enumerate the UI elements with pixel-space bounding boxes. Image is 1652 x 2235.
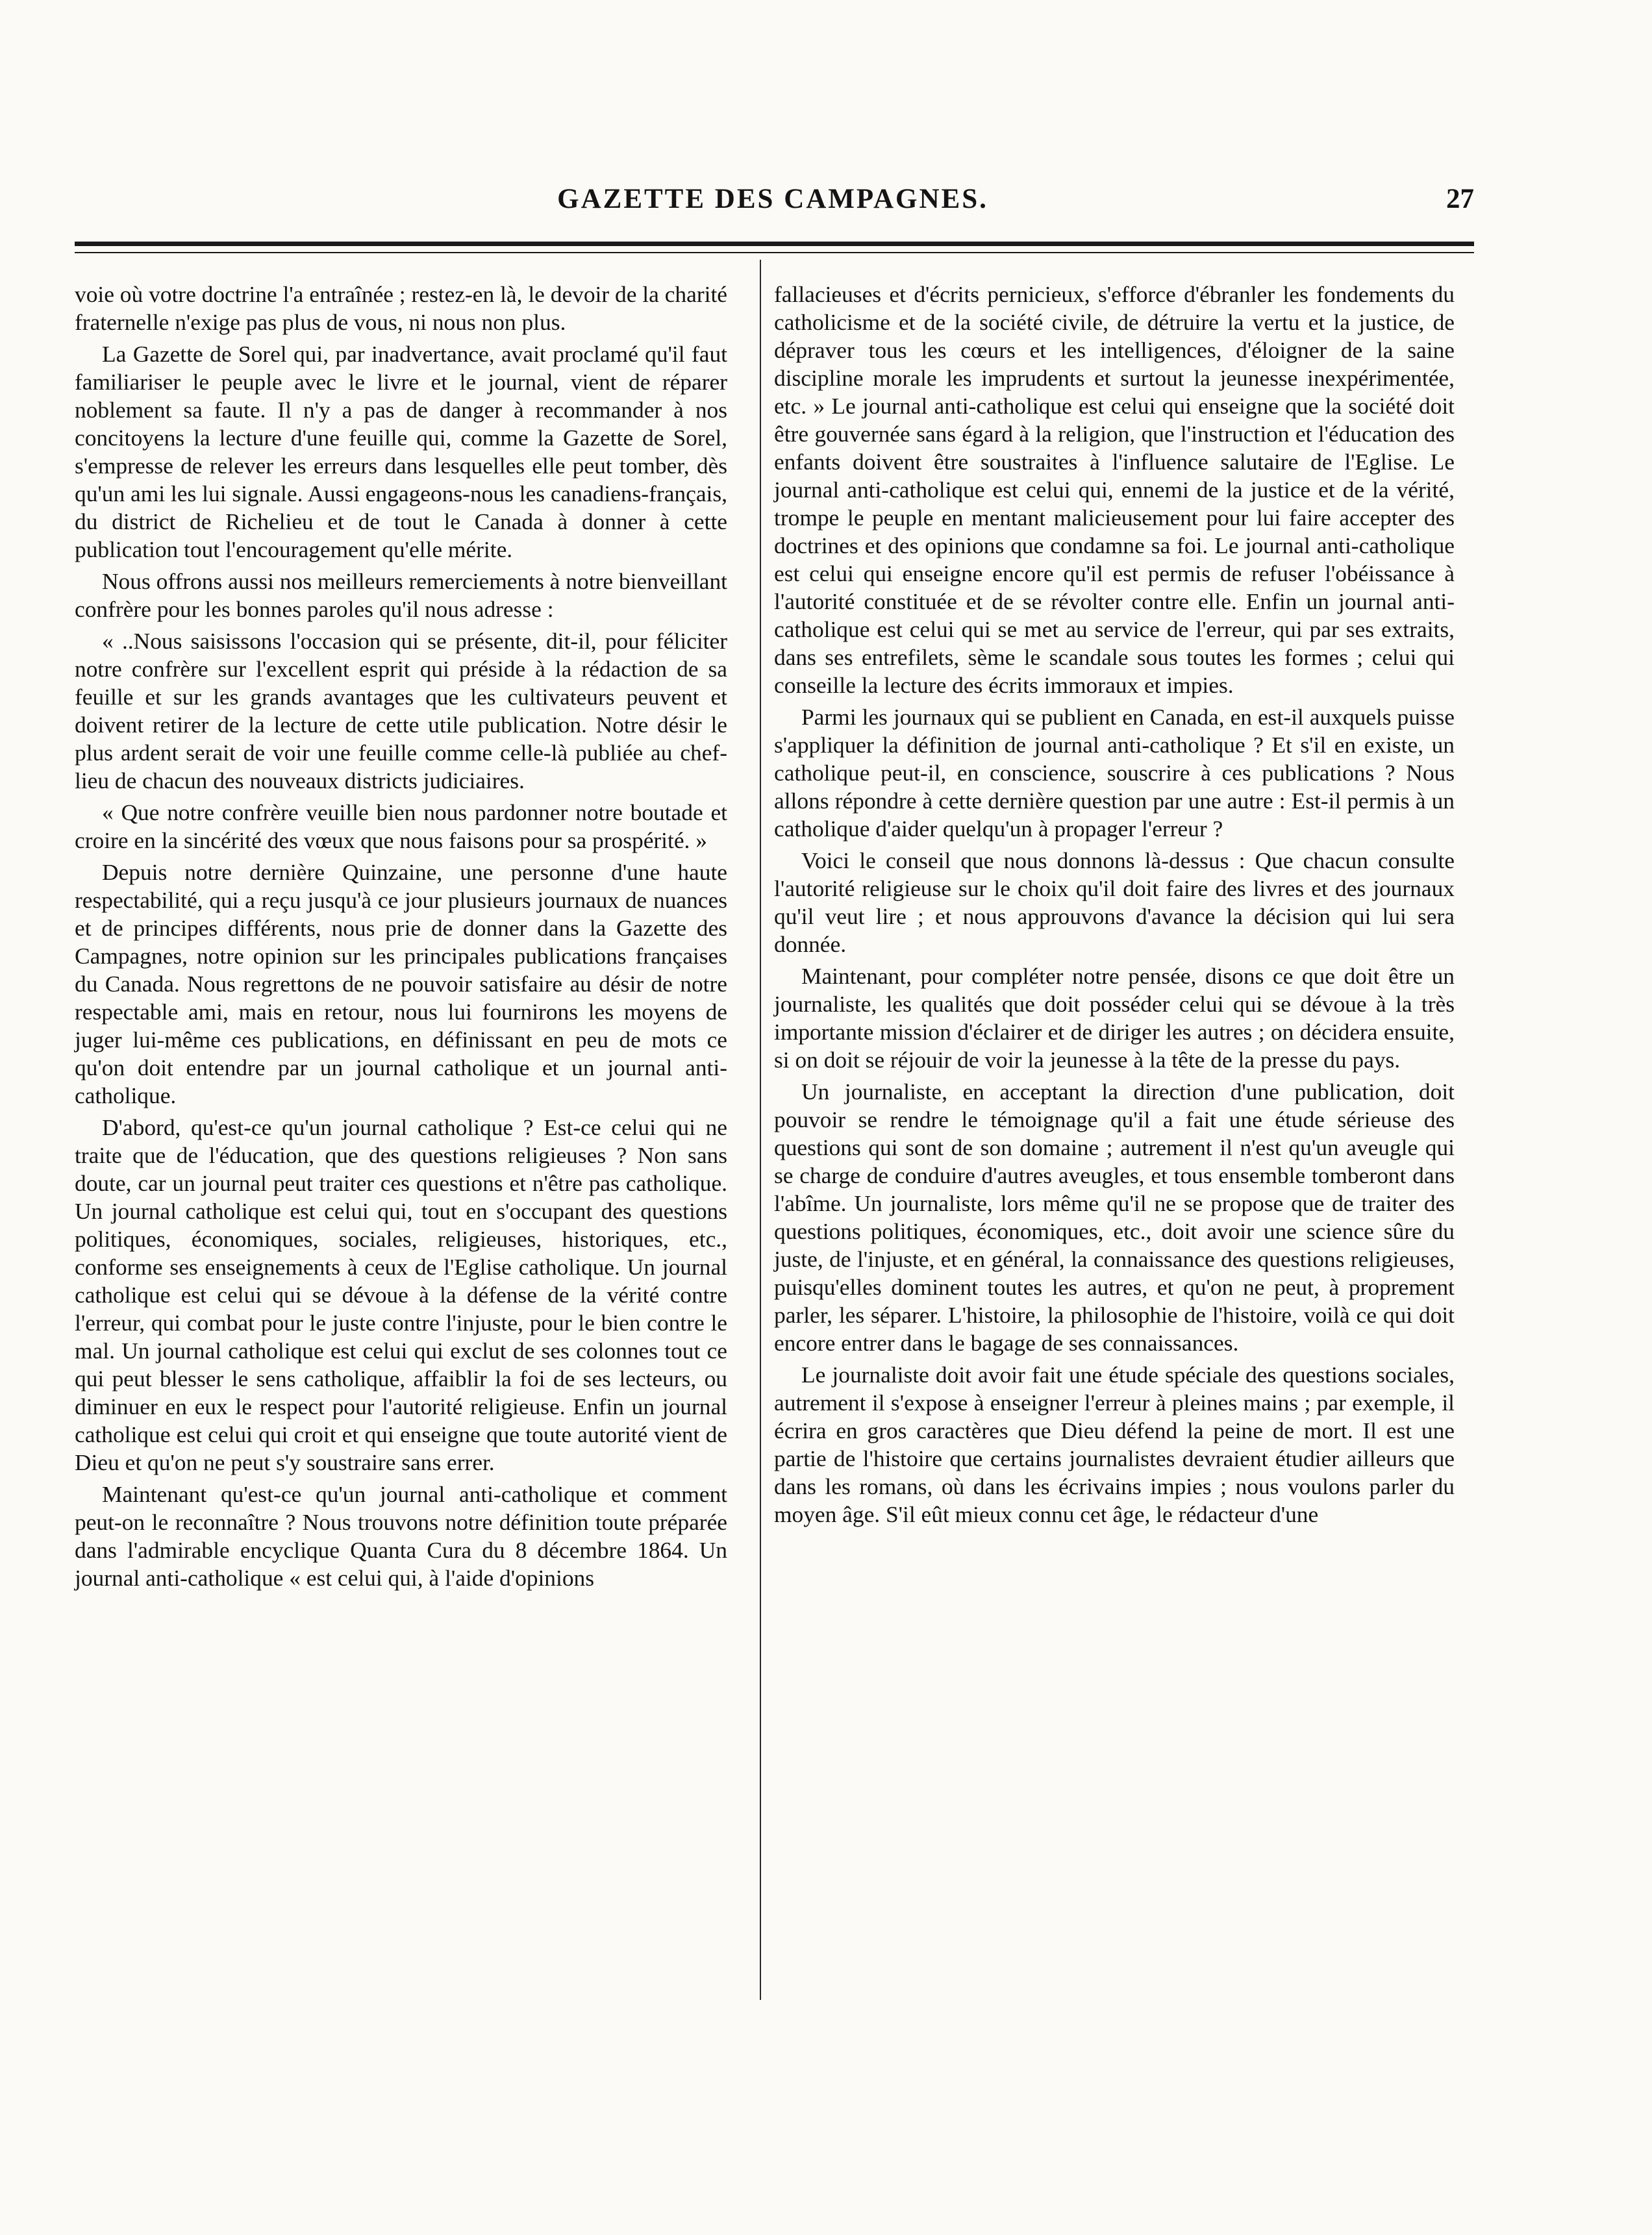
paragraph: Parmi les journaux qui se publient en Canada, en est-il auxquels puisse s'appliquer la définition de journal anti-catholique ? Et s'il en existe, un catholique peut-il, en conscience, souscrire à ces publications ? Nous allons répondre à cette dernière question par une autre : Est-il permis à un catholique d'aider quelqu'un à propager l'erreur ? (774, 704, 1455, 842)
paragraph: fallacieuses et d'écrits pernicieux, s'efforce d'ébranler les fondements du catholicisme et de la société civile, de détruire la vertu et la justice, de dépraver tous les cœurs et les intelligences, d'éloigner de la saine discipline morale les imprudents et surtout la jeunesse inexpérimentée, etc. » Le journal anti-catholique est celui qui enseigne que la société doit être gouvernée sans égard à la religion, que l'instruction et l'éducation des enfants doivent être soustraites à l'influence salutaire de l'Eglise. Le journal anti-catholique est celui qui, ennemi de la justice et de la vérité, trompe le peuple en mentant malicieusement pour lui faire accepter des doctrines et des opinions que condamne sa foi. Le journal anti-catholique est celui qui enseigne encore qu'il est permis de refuser l'obéissance à l'autorité constituée et de se révolter contre elle. Enfin un journal anti-catholique est celui qui se met au service de l'erreur, qui par ses extraits, dans ses entrefilets, sème le scandale sous toutes les formes ; celui qui conseille la lecture des écrits immoraux et impies. (774, 281, 1455, 698)
paragraph: La Gazette de Sorel qui, par inadvertance, avait proclamé qu'il faut familiariser le peuple avec le livre et le journal, vient de réparer noblement sa faute. Il n'y a pas de danger à recommander à nos concitoyens la lecture d'une feuille qui, comme la Gazette de Sorel, s'empresse de relever les erreurs dans lesquelles elle peut tomber, dès qu'un ami les lui signale. Aussi engageons-nous les canadiens-français, du district de Richelieu et de tout le Canada à donner à cette publication tout l'encouragement qu'elle mérite. (75, 341, 727, 562)
paragraph: Le journaliste doit avoir fait une étude spéciale des questions sociales, autrement il s'expose à enseigner l'erreur à pleines mains ; par exemple, il écrira en gros caractères que Dieu défend la peine de mort. Il est une partie de l'histoire que certains journalistes devraient étudier ailleurs que dans les romans, où dans les écrivains impies ; nous voulons parler du moyen âge. S'il eût mieux connu cet âge, le rédacteur d'une (774, 1362, 1455, 1527)
column-divider (760, 260, 761, 2000)
paragraph: « ..Nous saisissons l'occasion qui se présente, dit-il, pour féliciter notre confrère sur l'excellent esprit qui préside à la rédaction de sa feuille et sur les grands avantages que les cultivateurs peuvent et doivent retirer de la lecture de cette utile publication. Notre désir le plus ardent serait de voir une feuille comme celle-là publiée au chef-lieu de chacun des nouveaux districts judiciaires. (75, 628, 727, 793)
page-number: 27 (1446, 184, 1474, 214)
paragraph: Depuis notre dernière Quinzaine, une personne d'une haute respectabilité, qui a reçu jusqu'à ce jour plusieurs journaux de nuances et de principes différents, nous prie de donner dans la Gazette des Campagnes, notre opinion sur les principales publications françaises du Canada. Nous regrettons de ne pouvoir satisfaire au désir de notre respectable ami, mais en retour, nous lui fournirons les moyens de juger lui-même ces publications, en définissant en peu de mots ce qu'on doit entendre par un journal catholique et un journal anti-catholique. (75, 859, 727, 1108)
paragraph: voie où votre doctrine l'a entraînée ; restez-en là, le devoir de la charité fraternelle n'exige pas plus de vous, ni nous non plus. (75, 281, 727, 335)
paragraph: Un journaliste, en acceptant la direction d'une publication, doit pouvoir se rendre le témoignage qu'il a fait une étude sérieuse des questions qui sont de son domaine ; autrement il n'est qu'un aveugle qui se charge de conduire d'autres aveugles, et tous ensemble tomberont dans l'abîme. Un journaliste, lors même qu'il ne se propose que de traiter des questions politiques, économiques, etc., doit avoir une science sûre du juste, de l'injuste, et en général, la connaissance des questions religieuses, puisqu'elles dominent toutes les autres, et qu'on ne peut, à proprement parler, les séparer. L'histoire, la philosophie de l'histoire, voilà ce qui doit encore entrer dans le bagage de ses connaissances. (774, 1079, 1455, 1356)
header-rule-thin (75, 252, 1474, 253)
right-column (774, 281, 1455, 1532)
left-column (75, 281, 727, 1596)
running-title: GAZETTE DES CAMPAGNES. (557, 184, 988, 214)
paragraph: D'abord, qu'est-ce qu'un journal catholique ? Est-ce celui qui ne traite que de l'éducation, que des questions religieuses ? Non sans doute, car un journal peut traiter ces questions et n'être pas catholique. Un journal catholique est celui qui, tout en s'occupant des questions politiques, économiques, sociales, religieuses, historiques, etc., conforme ses enseignements à ceux de l'Eglise catholique. Un journal catholique est celui qui se dévoue à la défense de la vérité contre l'erreur, qui combat pour le juste contre l'injuste, pour le bien contre le mal. Un journal catholique est celui qui exclut de ses colonnes tout ce qui peut blesser le sens catholique, affaiblir la foi de ses lecteurs, ou diminuer en eux le respect pour l'autorité religieuse. Enfin un journal catholique est celui qui croit et qui enseigne que toute autorité vient de Dieu et qu'on ne peut s'y soustraire sans errer. (75, 1114, 727, 1475)
running-head (71, 183, 1474, 222)
paragraph: Voici le conseil que nous donnons là-dessus : Que chacun consulte l'autorité religieuse sur le choix qu'il doit faire des livres et des journaux qu'il veut lire ; et nous approuvons d'avance la décision qui lui sera donnée. (774, 847, 1455, 957)
paragraph: Maintenant qu'est-ce qu'un journal anti-catholique et comment peut-on le reconnaître ? Nous trouvons notre définition toute préparée dans l'admirable encyclique Quanta Cura du 8 décembre 1864. Un journal anti-catholique « est celui qui, à l'aide d'opinions (75, 1481, 727, 1591)
paragraph: Nous offrons aussi nos meilleurs remerciements à notre bienveillant confrère pour les bonnes paroles qu'il nous adresse : (75, 568, 727, 622)
paragraph: « Que notre confrère veuille bien nous pardonner notre boutade et croire en la sincérité des vœux que nous faisons pour sa prospérité. » (75, 799, 727, 853)
paragraph: Maintenant, pour compléter notre pensée, disons ce que doit être un journaliste, les qualités que doit posséder celui qui se dévoue à la très importante mission d'éclairer et de diriger les autres ; on décidera ensuite, si on doit se réjouir de voir la jeunesse à la tête de la presse du pays. (774, 963, 1455, 1073)
header-rule-thick (75, 242, 1474, 246)
